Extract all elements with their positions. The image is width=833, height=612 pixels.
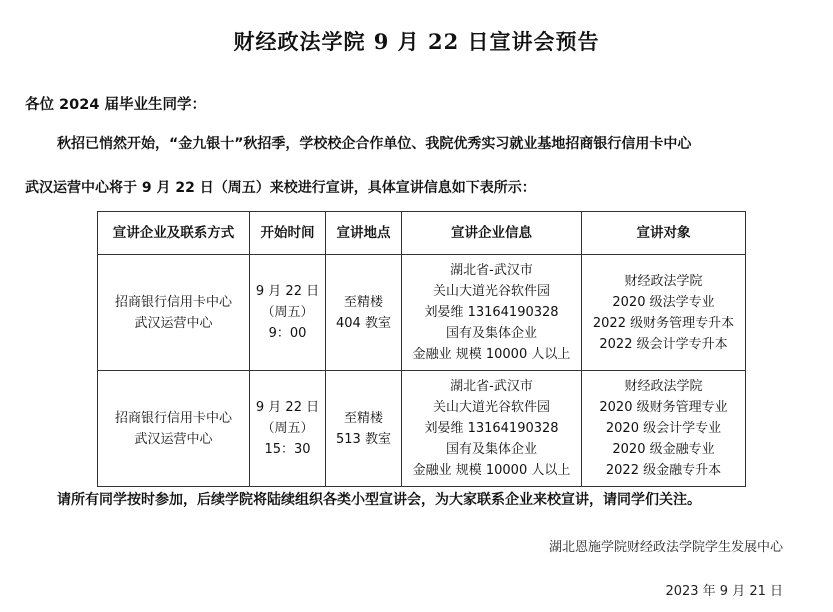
info-line: 关山大道光谷软件园 (432, 400, 550, 415)
time-line: 9 月 22 日 (255, 400, 320, 415)
time-cell (250, 371, 326, 487)
audience-cell (582, 255, 746, 371)
info-line: 国有及集体企业 (445, 326, 537, 341)
table-header-row (98, 212, 746, 255)
info-line: 金融业 规模 10000 人以上 (412, 463, 571, 478)
location-line: 至精楼 (343, 294, 383, 310)
info-cell (402, 371, 582, 487)
audience-line: 2020 级会计学专业 (605, 421, 722, 436)
company-line: 武汉运营中心 (134, 431, 213, 447)
info-line: 国有及集体企业 (445, 442, 537, 457)
header-location: 宣讲地点 (326, 212, 402, 255)
company-line: 武汉运营中心 (134, 315, 213, 331)
location-cell (326, 371, 402, 487)
header-audience: 宣讲对象 (582, 212, 746, 255)
audience-line: 2022 级会计学专升本 (599, 336, 728, 352)
location-line: 至精楼 (343, 410, 383, 426)
presentation-table (97, 211, 746, 487)
audience-line: 2020 级法学专业 (612, 294, 715, 310)
audience-cell (582, 371, 746, 487)
time-line: 15：30 (264, 442, 311, 457)
info-line: 湖北省-武汉市 (450, 263, 533, 278)
time-line: 9 月 22 日 (255, 284, 320, 299)
info-line: 金融业 规模 10000 人以上 (412, 347, 571, 362)
info-line: 关山大道光谷软件园 (432, 284, 550, 299)
location-cell (326, 255, 402, 371)
audience-line: 2022 级财务管理专升本 (592, 315, 735, 331)
intro-paragraph-2: 武汉运营中心将于 9 月 22 日（周五）来校进行宣讲，具体宣讲信息如下表所示： (25, 180, 536, 196)
company-line: 招商银行信用卡中心 (114, 410, 232, 426)
greeting: 各位 2024 届毕业生同学： (25, 97, 206, 113)
location-line: 404 教室 (336, 315, 391, 331)
closing-paragraph: 请所有同学按时参加，后续学院将陆续组织各类小型宣讲会，为大家联系企业来校宣讲，请同学们关注。 (57, 492, 701, 508)
intro-paragraph-1: 秋招已悄然开始，“金九银十”秋招季，学校校企合作单位、我院优秀实习就业基地招商银行信用卡中心 (57, 136, 692, 152)
time-line: （周五） (261, 421, 314, 436)
time-line: 9：00 (268, 326, 307, 341)
document-date: 2023 年 9 月 21 日 (665, 584, 783, 599)
company-line: 招商银行信用卡中心 (114, 294, 232, 310)
info-cell (402, 255, 582, 371)
audience-line: 2020 级财务管理专业 (599, 400, 728, 415)
audience-line: 2022 级金融专升本 (605, 463, 722, 478)
location-line: 513 教室 (336, 431, 391, 447)
header-info: 宣讲企业信息 (402, 212, 582, 255)
audience-line: 2020 级金融专业 (612, 442, 715, 457)
audience-line: 财经政法学院 (624, 379, 703, 394)
company-cell (98, 255, 250, 371)
organization-signature: 湖北恩施学院财经政法学院学生发展中心 (548, 540, 783, 555)
time-line: （周五） (261, 305, 314, 320)
table-row (98, 255, 746, 371)
time-cell (250, 255, 326, 371)
company-cell (98, 371, 250, 487)
table-row (98, 371, 746, 487)
info-line: 刘晏维 13164190328 (424, 305, 559, 320)
page-title: 财经政法学院 9 月 22 日宣讲会预告 (233, 29, 600, 54)
info-line: 湖北省-武汉市 (450, 379, 533, 394)
header-company: 宣讲企业及联系方式 (98, 212, 250, 255)
audience-line: 财经政法学院 (624, 273, 703, 289)
info-line: 刘晏维 13164190328 (424, 421, 559, 436)
header-time: 开始时间 (250, 212, 326, 255)
